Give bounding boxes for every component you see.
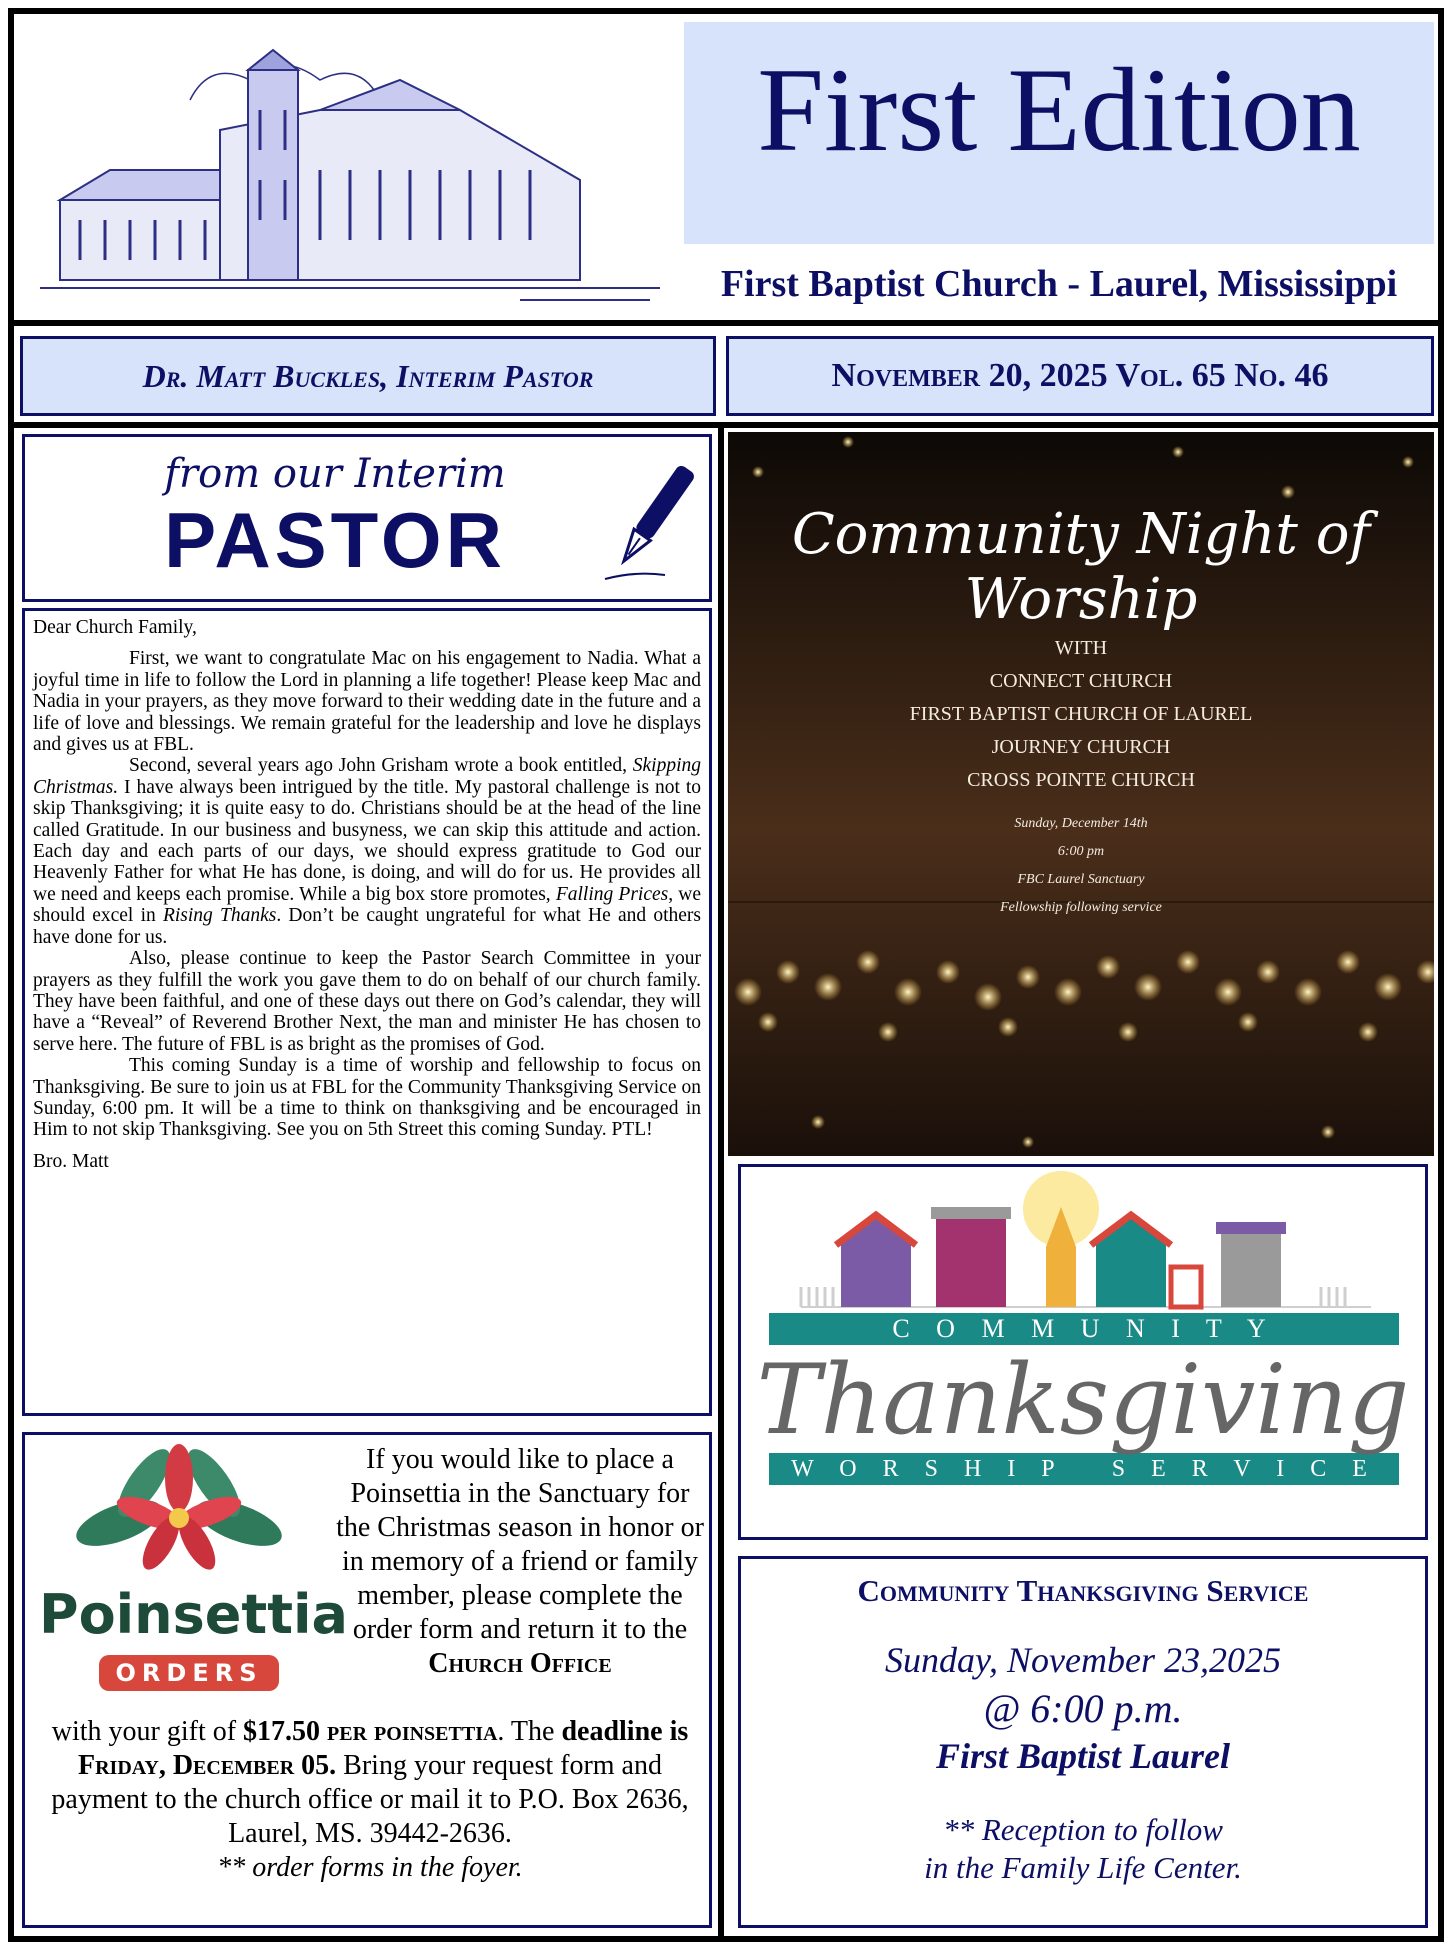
- church-name: JOURNEY CHURCH: [991, 736, 1171, 758]
- poinsettia-box: [22, 1432, 712, 1928]
- from-pastor-script: from our Interim: [164, 451, 506, 497]
- letter-paragraph: Also, please continue to keep the Pastor Search Committee in your prayers as they fulfill the work you gave them to do on behalf of our church family. They have been faithful, and one of these days out there on God’s calendar, they will have a “Reveal” of Reverend Brother Next, the man and minister He has chosen to serve here. The future of FBL is as bright as the promises of God.: [33, 948, 701, 1055]
- newsletter-title: First Edition: [757, 43, 1361, 176]
- divider: [14, 320, 1438, 326]
- service-note: ** Reception to follow in the Family Life Center.: [924, 1812, 1242, 1885]
- poinsettia-text-continued: with your gift of $17.50 per poinsettia. The deadline is Friday, December 05. Bring your request form and payment to the church office or mail it to P.O. Box 2636, Laurel, MS. 39442-2636. ** order forms in the foyer.: [51, 1716, 689, 1883]
- worship-night-flyer: [728, 432, 1434, 1156]
- from-pastor-heading: PASTOR: [164, 496, 506, 584]
- service-time: @ 6:00 p.m.: [983, 1686, 1183, 1731]
- poinsettia-text: If you would like to place a Poinsettia in the Sanctuary for the Christmas season in honor or in memory of a friend or family member, please complete the order form and return it to the Church Office: [336, 1444, 704, 1679]
- foyer-note: ** order forms in the foyer.: [217, 1852, 523, 1883]
- poinsettia-logo: [39, 1443, 348, 1693]
- church-illustration: [20, 20, 680, 320]
- poinsettia-logo-word: Poinsettia: [39, 1583, 348, 1646]
- church-name: CONNECT CHURCH: [989, 670, 1173, 692]
- service-heading: Community Thanksgiving Service: [857, 1573, 1309, 1608]
- community-thanksgiving-logo: [738, 1164, 1428, 1540]
- from-pastor-logo: [22, 434, 712, 602]
- letter-paragraph: First, we want to congratulate Mac on his engagement to Nadia. What a joyful time in life to follow the Lord in planning a life together! Please keep Mac and Nadia in your prayers, as they move forward to their wedding date in the future and a life of love and blessings. We remain grateful for the leadership and love he displays and gives us at FBL.: [33, 648, 701, 756]
- worship-service-word: W O R S H I P S E R V I C E: [791, 1456, 1377, 1482]
- pastor-letter: [22, 608, 712, 1416]
- letter-paragraph: Second, several years ago John Grisham wrote a book entitled, Skipping Christmas. I have always been intrigued by the title. My pastoral challenge is not to skip Thanksgiving; it is quite easy to do. Christians should be at the head of the line called Gratitude. In our business and busyness, we can skip this attitude and action. Each day and each parts of our days, we should express gratitude to God our Heavenly Father for what He has done, is doing, and will do for us. He provides all we need and keeps each promise. While a big box store promotes, Falling Prices, we should excel in Rising Thanks. Don’t be caught ungrateful for what He and others have done for us.: [33, 755, 702, 948]
- service-place: First Baptist Laurel: [935, 1736, 1231, 1776]
- issue-banner: [726, 336, 1434, 416]
- pastor-name: Dr. Matt Buckles, Interim Pastor: [142, 358, 594, 394]
- church-name: CROSS POINTE CHURCH: [967, 769, 1195, 791]
- community-word: C O M M U N I T Y: [892, 1314, 1276, 1343]
- letter-greeting: Dear Church Family,: [33, 617, 197, 638]
- letter-signoff: Bro. Matt: [33, 1150, 109, 1172]
- divider: [14, 422, 1438, 428]
- church-name: FIRST BAPTIST CHURCH OF LAUREL: [909, 703, 1253, 725]
- issue-date: November 20, 2025 Vol. 65 No. 46: [831, 357, 1329, 394]
- service-date: Sunday, November 23,2025: [885, 1640, 1281, 1680]
- pastor-banner: [20, 336, 716, 416]
- worship-churches: WITH CONNECT CHURCH FIRST BAPTIST CHURCH OF LAUREL JOURNEY CHURCH CROSS POINTE CHURCH: [728, 632, 1434, 797]
- worship-details: Sunday, December 14th 6:00 pm FBC Laurel Sanctuary Fellowship following service: [1000, 816, 1162, 915]
- orders-badge: ORDERS: [99, 1655, 279, 1691]
- thanksgiving-word: Thanksgiving: [756, 1344, 1410, 1456]
- pen-icon: [595, 457, 705, 587]
- worship-title: Community Night of Worship: [791, 502, 1371, 632]
- newsletter-subtitle: First Baptist Church - Laurel, Mississippi: [720, 263, 1398, 305]
- letter-paragraph: This coming Sunday is a time of worship and fellowship to focus on Thanksgiving. Be sure to join us at FBL for the Community Thanksgiving Service on Sunday, 6:00 pm. It will be a time to think on thanksgiving and be encouraged in Him to not skip Thanksgiving. See you on 5th Street this coming Sunday. PTL!: [33, 1055, 701, 1141]
- column-divider: [718, 428, 724, 1936]
- thanksgiving-service-box: [738, 1556, 1428, 1928]
